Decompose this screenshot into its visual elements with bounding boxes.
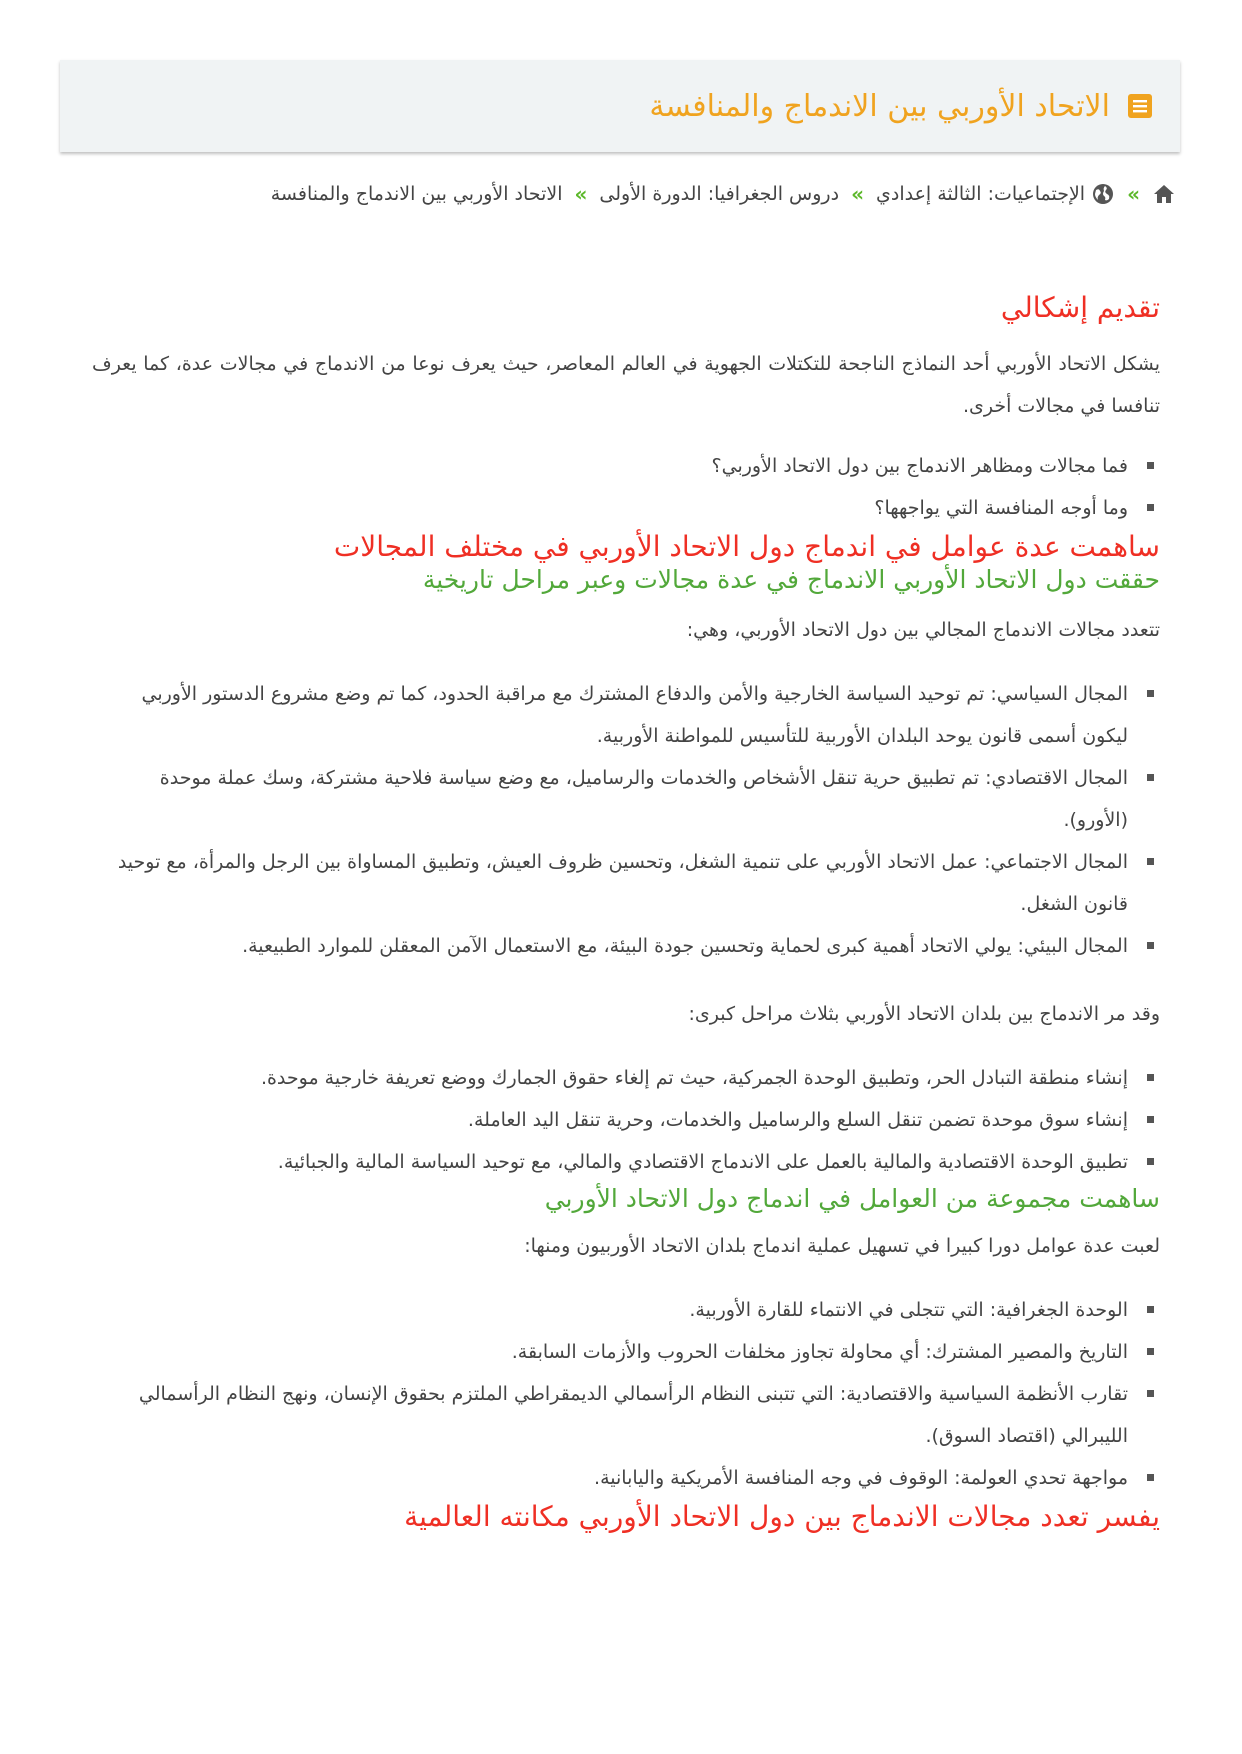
list-item-text: مواجهة تحدي العولمة: الوقوف في وجه المنافسة الأمريكية واليابانية. <box>594 1466 1128 1489</box>
integration-factors-lead-paragraph: لعبت عدة عوامل دورا كبيرا في تسهيل عملية اندماج بلدان الاتحاد الأوربيون ومنها: <box>524 1234 1160 1257</box>
list-item <box>92 1141 1160 1183</box>
list-item-text: فما مجالات ومظاهر الاندماج بين دول الاتحاد الأوربي؟ <box>711 455 1128 477</box>
list-item-text: وما أوجه المنافسة التي يواجهها؟ <box>874 497 1128 519</box>
bullet-icon <box>1147 1074 1154 1081</box>
breadcrumb-separator: » <box>1127 182 1140 206</box>
list-item <box>92 1289 1160 1331</box>
intro-paragraph: يشكل الاتحاد الأوربي أحد النماذج الناجحة للتكتلات الجهوية في العالم المعاصر، حيث يعرف نوعا من الاندماج في مجالات عدة، كما يعرف تنافسا في مجالات أخرى. <box>92 353 1160 417</box>
list-item-text: إنشاء سوق موحدة تضمن تنقل السلع والرساميل والخدمات، وحرية تنقل اليد العاملة. <box>467 1109 1128 1132</box>
breadcrumb-separator: » <box>574 182 588 206</box>
list-item <box>92 673 1160 757</box>
bullet-icon <box>1147 858 1154 865</box>
list-item-text: إنشاء منطقة التبادل الحر، وتطبيق الوحدة الجمركية، حيث تم إلغاء حقوق الجمارك ووضع تعريفة خارجية موحدة. <box>260 1067 1128 1090</box>
breadcrumb-item-geography-lessons[interactable]: دروس الجغرافيا: الدورة الأولى <box>599 183 840 205</box>
list-item-text: المجال البيئي: يولي الاتحاد أهمية كبرى لحماية وتحسين جودة البيئة، مع الاستعمال الآمن المعقلن للموارد الطبيعية. <box>242 935 1128 958</box>
bullet-icon <box>1147 1306 1154 1313</box>
section-heading-factors: ساهمت عدة عوامل في اندماج دول الاتحاد الأوربي في مختلف المجالات <box>333 530 1160 563</box>
list-item <box>92 1373 1160 1457</box>
list-item <box>92 1457 1160 1499</box>
list-item <box>92 1099 1160 1141</box>
list-item-text: التاريخ والمصير المشترك: أي محاولة تجاوز مخلفات الحروب والأزمات السابقة. <box>511 1340 1128 1363</box>
bullet-icon <box>1147 504 1154 511</box>
list-item <box>92 841 1160 925</box>
list-item <box>92 1331 1160 1373</box>
list-item-text: تقارب الأنظمة السياسية والاقتصادية: التي تتبنى النظام الرأسمالي الديمقراطي الملتزم بحقوق الإنسان، ونهج النظام الرأسمالي الليبرالي (اقتصاد السوق). <box>138 1382 1128 1447</box>
title-box <box>60 60 1180 152</box>
list-item-text: المجال السياسي: تم توحيد السياسة الخارجية والأمن والدفاع المشترك مع مراقبة الحدود، كما تم وضع مشروع الدستور الأوربي ليكون أسمى قانون يوحد البلدان الأوربية للتأسيس للمواطنة الأوربية. <box>141 683 1128 748</box>
bullet-icon <box>1147 942 1154 949</box>
home-icon[interactable] <box>1152 182 1176 206</box>
bullet-icon <box>1147 1390 1154 1397</box>
bullet-icon <box>1147 690 1154 697</box>
list-item-text: المجال الاجتماعي: عمل الاتحاد الأوربي على تنمية الشغل، وتحسين ظروف العيش، وتطبيق المساواة بين الرجل والمرأة، مع توحيد قانون الشغل. <box>117 851 1128 916</box>
breadcrumb-item-current: الاتحاد الأوربي بين الاندماج والمنافسة <box>270 183 563 205</box>
article-content <box>92 290 1160 1534</box>
breadcrumb-separator: » <box>851 182 864 206</box>
integration-factors-list <box>92 1289 1160 1499</box>
globe-icon <box>1091 182 1115 206</box>
breadcrumb <box>66 176 1176 212</box>
section-heading-global-position: يفسر تعدد مجالات الاندماج بين دول الاتحاد الأوربي مكانته العالمية <box>404 1499 1160 1533</box>
stages-lead-paragraph: وقد مر الاندماج بين بلدان الاتحاد الأوربي بثلاث مراحل كبرى: <box>688 1003 1160 1026</box>
list-item-text: تطبيق الوحدة الاقتصادية والمالية بالعمل على الاندماج الاقتصادي والمالي، مع توحيد السياسة المالية والجبائية. <box>277 1151 1128 1174</box>
list-item-text: الوحدة الجغرافية: التي تتجلى في الانتماء للقارة الأوربية. <box>689 1298 1128 1321</box>
stages-list <box>92 1057 1160 1183</box>
bullet-icon <box>1147 462 1154 469</box>
document-icon <box>1126 92 1154 120</box>
bullet-icon <box>1147 1116 1154 1123</box>
list-item <box>92 757 1160 841</box>
breadcrumb-item-social-studies[interactable]: الإجتماعيات: الثالثة إعدادي <box>875 183 1086 205</box>
list-item <box>92 1057 1160 1099</box>
bullet-icon <box>1147 1474 1154 1481</box>
bullet-icon <box>1147 1158 1154 1165</box>
list-item <box>92 925 1160 967</box>
subsection-heading-fields: حققت دول الاتحاد الأوربي الاندماج في عدة مجالات وعبر مراحل تاريخية <box>422 565 1160 594</box>
list-item <box>92 445 1160 487</box>
subsection-heading-integration-factors: ساهمت مجموعة من العوامل في اندماج دول الاتحاد الأوربي <box>544 1184 1160 1214</box>
bullet-icon <box>1147 1348 1154 1355</box>
bullet-icon <box>1147 774 1154 781</box>
page-title: الاتحاد الأوربي بين الاندماج والمنافسة <box>649 88 1110 124</box>
section-heading-intro: تقديم إشكالي <box>1000 291 1160 324</box>
fields-lead-paragraph: تتعدد مجالات الاندماج المجالي بين دول الاتحاد الأوربي، وهي: <box>686 619 1160 642</box>
list-item <box>92 487 1160 529</box>
list-item-text: المجال الاقتصادي: تم تطبيق حرية تنقل الأشخاص والخدمات والرساميل، مع وضع سياسة فلاحية مشتركة، وسك عملة موحدة (الأورو). <box>159 767 1128 832</box>
intro-questions-list <box>92 445 1160 529</box>
fields-list <box>92 673 1160 967</box>
